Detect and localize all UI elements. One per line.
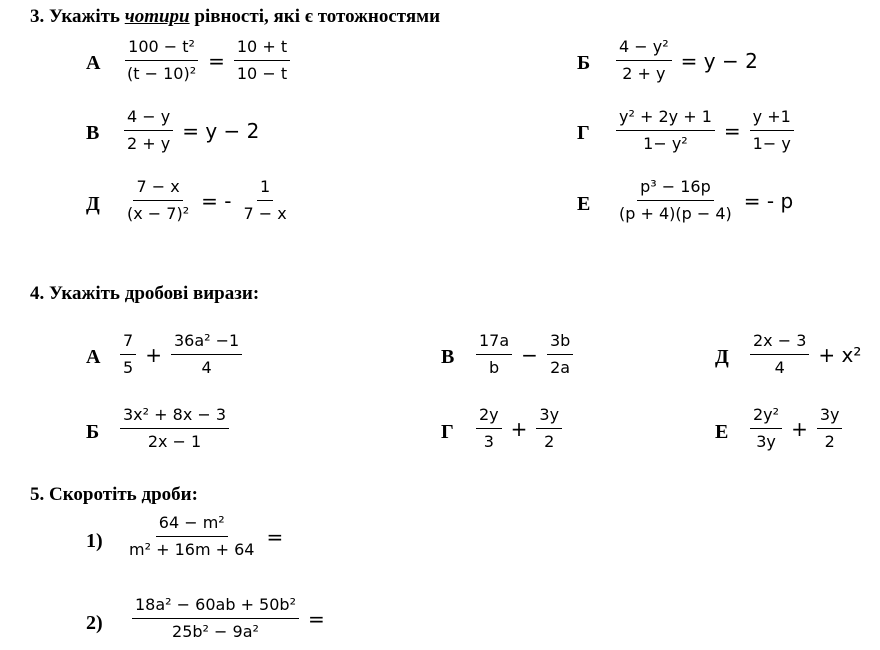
task5-item-1-expression: $\frac{\text{64 − m²}}{\text{m² + 16m + 64}}$ =	[129, 513, 284, 559]
task3-option-a-label: А	[86, 52, 101, 74]
task4-option-e-expression: $\frac{\text{2y²}}{3y}$ + $\frac{3y}{2}$	[746, 406, 846, 451]
task5-item-2-expression: $\frac{\text{18a² − 60ab + 50b²}}{\text{25b² − 9a²}}$ =	[128, 596, 330, 641]
task5-item-1-label: 1)	[86, 530, 103, 552]
task3-heading	[30, 6, 440, 28]
task4-option-h-expression: $\frac{2y}{3}$ + $\frac{3y}{2}$	[472, 406, 566, 451]
task5-heading: 5. Скоротіть дроби:	[30, 484, 198, 505]
task3-option-h-expression: $\frac{\text{y² + 2y + 1}}{\text{1− y²}}$ = $\frac{y +1}{1- y}$	[612, 108, 798, 153]
task4-option-v-expression: $\frac{17a}{b}$ − $\frac{3b}{2a}$	[472, 332, 577, 377]
task3-option-e-expression: $\frac{\text{p³ − 16p}}{(p + 4)(p - 4)}$ = - p	[619, 177, 794, 223]
task4-option-e-label: Е	[715, 421, 729, 443]
task4-option-d-expression: $\frac{2x - 3}{4}$ + x²	[746, 332, 866, 377]
task4-option-b-label: Б	[86, 421, 100, 443]
task4-option-a-expression: $\frac{7}{5}$ + $\frac{\text{36a² −1}}{4}$	[116, 332, 246, 377]
task3-option-v-label: В	[86, 122, 100, 144]
task3-option-d-expression: $\frac{7 - x}{\text{(x − 7)²}}$ = - $\frac{1}{7 - x}$	[127, 177, 287, 223]
task4-option-h-label: Г	[441, 421, 454, 443]
task4-option-v-label: В	[441, 346, 455, 368]
task3-heading-highlight: чотири	[124, 6, 190, 27]
task3-option-v-expression: $\frac{4 - y}{2 + y}$ = y − 2	[120, 108, 264, 153]
task4-option-a-label: А	[86, 346, 101, 368]
task3-option-b-expression: $\frac{\text{4 − y²}}{2 + y}$ = y − 2	[612, 38, 763, 83]
task3-heading-prefix: 3. Укажіть	[30, 6, 120, 27]
task4-option-b-expression: $\frac{\text{3x² + 8x − 3}}{2x - 1}$	[116, 406, 233, 451]
task3-option-d-label: Д	[86, 193, 100, 215]
task3-heading-suffix: рівності, які є тотожностями	[194, 6, 441, 27]
task4-option-d-label: Д	[715, 346, 729, 368]
task3-option-b-label: Б	[577, 52, 591, 74]
task4-heading: 4. Укажіть дробові вирази:	[30, 283, 260, 304]
task3-option-e-label: Е	[577, 193, 591, 215]
task3-option-h-label: Г	[577, 122, 590, 144]
task3-option-a-expression: $\frac{\text{100 − t²}}{\text{(t − 10)²}}$ = $\frac{10 + t}{10 - t}$	[120, 38, 294, 83]
task5-item-2-label: 2)	[86, 612, 103, 634]
